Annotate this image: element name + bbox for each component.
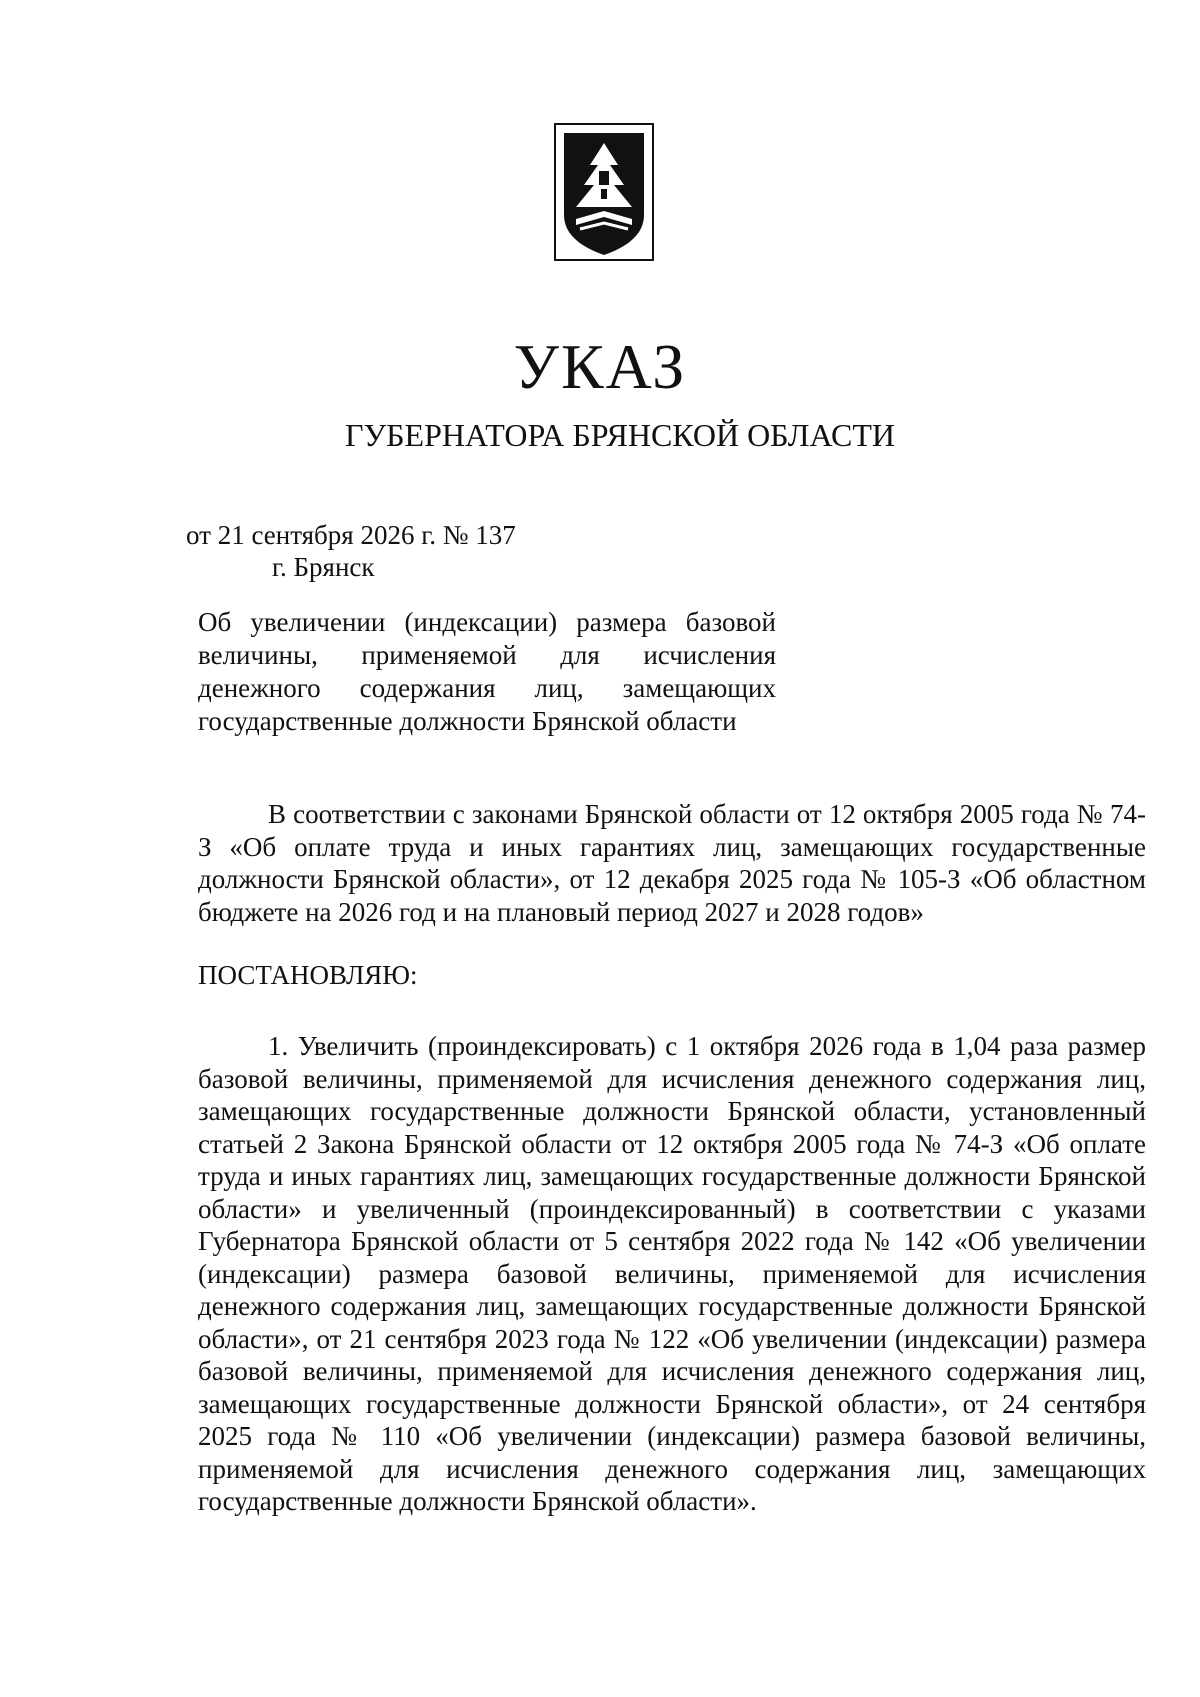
document-title: УКАЗ [513, 331, 687, 402]
coat-of-arms-icon [554, 123, 654, 261]
point-1-paragraph: 1. Увеличить (проиндексировать) с 1 октября 2026 года в 1,04 раза размер базовой величины, применяемой для исчисления денежного содержания лиц, замещающих государственные должности Брянской области, установленный статьей 2 Закона Брянской области от 12 октября 2005 года № 74-З «Об оплате труда и иных гарантиях лиц, замещающих государственные должности Брянской области» и увеличенный (проиндексированный) в соответствии с указами Губернатора Брянской области от 5 сентября 2022 года № 142 «Об увеличении (индексации) размера базовой величины, применяемой для исчисления денежного содержания лиц, замещающих государственные должности Брянской области», от 21 сентября 2023 года № 122 «Об увеличении (индексации) размера базовой величины, применяемой для исчисления денежного содержания лиц, замещающих государственные должности Брянской области», от 24 сентября 2025 года № 110 «Об увеличении (индексации) размера базовой величины, применяемой для исчисления денежного содержания лиц, замещающих государственные должности Брянской области». [198, 1031, 1146, 1516]
document-city: г. Брянск [272, 552, 375, 582]
decree-word: ПОСТАНОВЛЯЮ: [198, 960, 418, 990]
document-subtitle: ГУБЕРНАТОРА БРЯНСКОЙ ОБЛАСТИ [345, 417, 895, 453]
document-date: от 21 сентября 2026 г. № 137 [186, 520, 516, 550]
document-heading: Об увеличении (индексации) размера базовой величины, применяемой для исчисления денежного содержания лиц, замещающих государственные должности Брянской области [198, 607, 776, 736]
preamble-paragraph: В соответствии с законами Брянской области от 12 октября 2005 года № 74-З «Об оплате труда и иных гарантиях лиц, замещающих государственные должности Брянской области», от 12 декабря 2025 года № 105-З «Об областном бюджете на 2026 год и на плановый период 2027 и 2028 годов» [198, 799, 1146, 927]
